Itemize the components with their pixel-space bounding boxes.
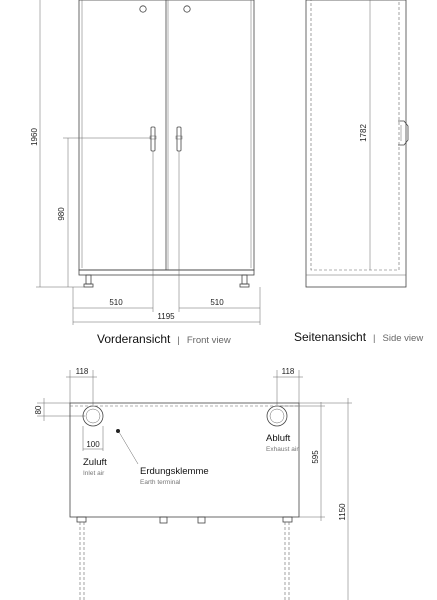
dim-top-right-offset: 118: [281, 367, 295, 376]
front-view-caption-de: Vorderansicht: [97, 332, 171, 346]
dim-right-offset: 510: [210, 298, 224, 307]
dim-handle-height: 980: [57, 207, 66, 221]
top-foot-right: [283, 517, 292, 522]
side-inner-outline: [311, 0, 399, 270]
dim-top-left-offset: 118: [75, 367, 89, 376]
exhaust-label: Abluft: [266, 433, 291, 444]
top-foot-left: [77, 517, 86, 522]
side-view-caption-separator: |: [373, 333, 376, 344]
dim-hole-y: 595: [311, 450, 320, 464]
front-view-caption: [97, 330, 231, 347]
front-foot-left-pad: [84, 284, 93, 287]
front-foot-left: [86, 275, 91, 284]
front-plinth: [79, 270, 254, 275]
side-view-caption-en: Side view: [382, 333, 424, 344]
earth-leader-line: [119, 432, 138, 464]
side-view: [294, 0, 423, 345]
side-cabinet-body: [306, 0, 406, 287]
front-view-caption-en: Front view: [186, 335, 231, 346]
side-view-caption: [294, 328, 423, 345]
inlet-label: Zuluft: [83, 457, 107, 468]
dim-side-inner-height: 1782: [359, 124, 368, 142]
front-cabinet-body: [79, 0, 254, 270]
top-view: [34, 367, 352, 600]
side-handle-icon: [398, 121, 408, 145]
earth-label: Erdungsklemme: [140, 466, 209, 477]
earth-label-en: Earth terminal: [140, 479, 181, 486]
inlet-label-en: Inlet air: [83, 470, 105, 477]
front-foot-right: [242, 275, 247, 284]
dim-left-offset: 510: [109, 298, 123, 307]
front-foot-right-pad: [240, 284, 249, 287]
exhaust-hole-inner: [270, 409, 284, 423]
side-view-caption-de: Seitenansicht: [294, 330, 367, 344]
dim-hole-diameter: 100: [86, 440, 100, 449]
top-handle-left-icon: [160, 517, 167, 523]
top-handle-right-icon: [198, 517, 205, 523]
exhaust-label-en: Exhaust air: [266, 446, 299, 453]
front-view-caption-separator: |: [177, 335, 180, 346]
right-lock-icon: [184, 6, 190, 12]
dim-total-depth: 1150: [338, 503, 347, 521]
dim-height-total: 1960: [30, 128, 39, 146]
front-view: [30, 0, 260, 347]
left-lock-icon: [140, 6, 146, 12]
dim-width-total: 1195: [157, 312, 175, 321]
dim-depth-offset: 80: [34, 405, 43, 415]
inlet-hole-inner: [86, 409, 100, 423]
